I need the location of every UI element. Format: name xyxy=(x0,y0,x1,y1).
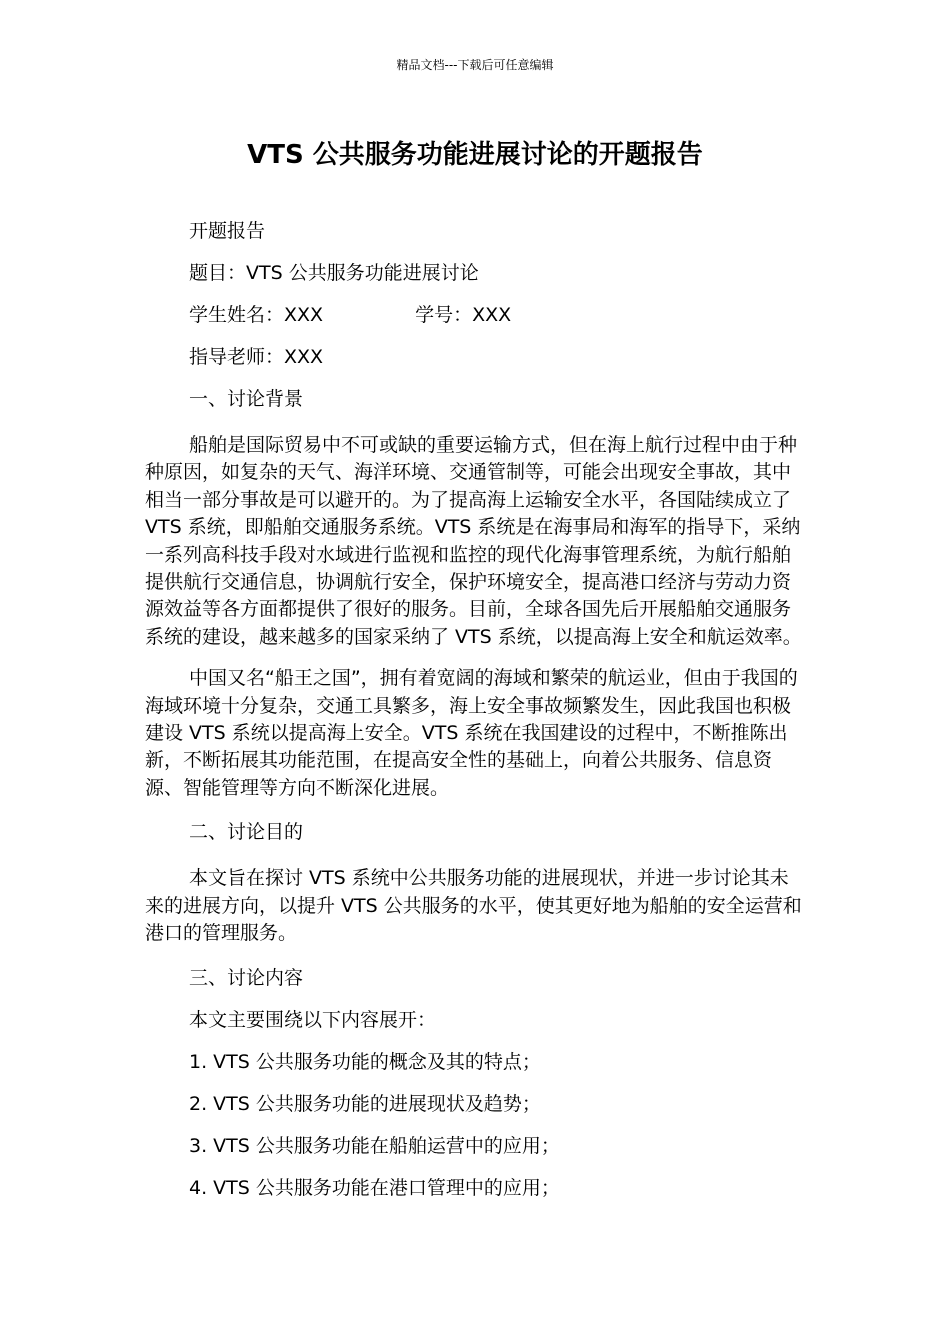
report-label: 开题报告 xyxy=(189,220,266,242)
document-title: VTS 公共服务功能进展讨论的开题报告 xyxy=(247,140,703,170)
student-id: 学号：XXX xyxy=(415,304,512,326)
background-paragraph-1: 船舶是国际贸易中不可或缺的重要运输方式，但在海上航行过程中由于种种原因，如复杂的天气、海洋环境、交通管制等，可能会出现安全事故，其中相当一部分事故是可以避开的。为了提高海上运输安全水平，各国陆续成立了 VTS 系统，即船舶交通服务系统。VTS 系统是在海事局和海军的指导下，采纳一系列高科技手段对水域进行监视和监控的现代化海事管理系统，为航行船舶提供航行交通信息，协调航行安全，保护环境安全，提高港口经济与劳动力资源效益等各方面都提供了很好的服务。目前，全球各国先后开展船舶交通服务系统的建设，越来越多的国家采纳了 VTS 系统，以提高海上安全和航运效率。 xyxy=(145,434,802,648)
document-body xyxy=(145,215,805,1214)
content-list-item: 1. VTS 公共服务功能的概念及其的特点； xyxy=(189,1050,541,1073)
content-list-item: 3. VTS 公共服务功能在船舶运营中的应用； xyxy=(189,1134,560,1157)
section-heading-background: 一、讨论背景 xyxy=(189,388,304,410)
content-list-item: 2. VTS 公共服务功能的进展现状及趋势； xyxy=(189,1092,541,1115)
section-heading-content: 三、讨论内容 xyxy=(189,966,304,989)
student-name: 学生姓名：XXX xyxy=(189,304,324,326)
content-list-item: 4. VTS 公共服务功能在港口管理中的应用； xyxy=(189,1176,560,1199)
student-info-line xyxy=(145,299,805,341)
topic-line: 题目：VTS 公共服务功能进展讨论 xyxy=(189,262,479,284)
background-paragraph-2: 中国又名“船王之国”，拥有着宽阔的海域和繁荣的航运业，但由于我国的海域环境十分复杂，交通工具繁多，海上安全事故频繁发生，因此我国也积极建设 VTS 系统以提高海上安全。VTS 系统在我国建设的过程中，不断推陈出新，不断拓展其功能范围，在提高安全性的基础上，向着公共服务、信息资源、智能管理等方向不断深化进展。 xyxy=(145,667,798,799)
content-intro: 本文主要围绕以下内容展开： xyxy=(189,1008,437,1031)
section-heading-purpose: 二、讨论目的 xyxy=(189,821,304,844)
page-header-note: 精品文档---下载后可任意编辑 xyxy=(396,58,554,72)
purpose-paragraph: 本文旨在探讨 VTS 系统中公共服务功能的进展现状，并进一步讨论其未来的进展方向，以提升 VTS 公共服务的水平，使其更好地为船舶的安全运营和港口的管理服务。 xyxy=(145,867,802,945)
advisor-line: 指导老师：XXX xyxy=(189,346,324,368)
